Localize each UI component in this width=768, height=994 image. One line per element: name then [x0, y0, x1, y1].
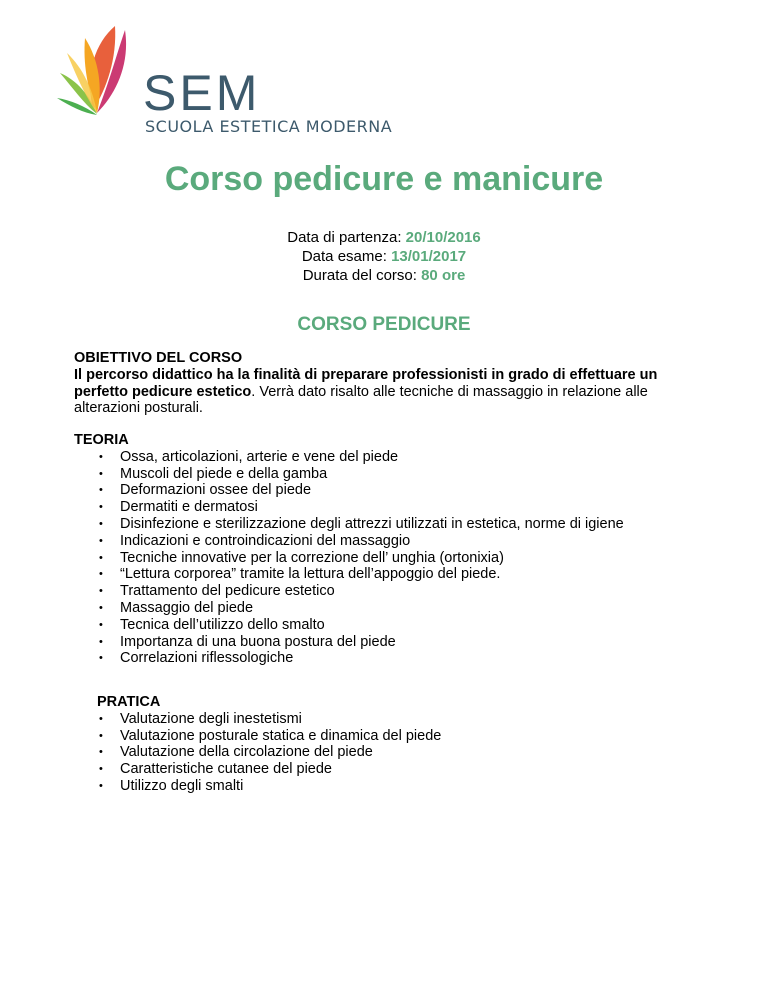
list-item	[74, 650, 694, 667]
list-item	[74, 634, 694, 651]
list-item-text: Importanza di una buona postura del piede	[120, 633, 396, 650]
list-item	[74, 566, 694, 583]
list-item-text: Disinfezione e sterilizzazione degli attrezzi utilizzati in estetica, norme di igiene	[120, 515, 624, 532]
list-item	[74, 466, 694, 483]
list-item-text: Caratteristiche cutanee del piede	[120, 761, 332, 778]
list-item	[74, 550, 694, 567]
bullet-icon: •	[99, 484, 103, 497]
pratica-list	[97, 711, 717, 795]
list-item-text: Tecnica dell’utilizzo dello smalto	[120, 616, 325, 633]
pratica-block	[97, 694, 717, 795]
bullet-icon: •	[99, 568, 103, 581]
objective-rest-text: . Verrà dato risalto alle tecniche di massaggio in relazione alle alterazioni posturali.	[74, 383, 648, 417]
bullet-icon: •	[99, 763, 103, 776]
bullet-icon: •	[99, 746, 103, 759]
list-item-text: Deformazioni ossee del piede	[120, 482, 312, 499]
bullet-icon: •	[99, 729, 103, 742]
list-item-text: Muscoli del piede e della gamba	[120, 465, 328, 482]
list-item-text: “Lettura corporea” tramite la lettura dell’appoggio del piede.	[120, 566, 501, 583]
bullet-icon: •	[99, 635, 103, 648]
bullet-icon: •	[99, 652, 103, 665]
bullet-icon: •	[99, 551, 103, 564]
teoria-block	[74, 432, 694, 667]
list-item	[74, 533, 694, 550]
start-date-label: Data di partenza:	[287, 229, 406, 246]
objective-heading: OBIETTIVO DEL CORSO	[74, 350, 243, 366]
objective-block	[74, 350, 694, 417]
duration-label: Durata del corso:	[302, 267, 422, 284]
list-item	[74, 600, 694, 617]
list-item	[97, 761, 717, 778]
list-item-text: Correlazioni riflessologiche	[120, 650, 294, 667]
bullet-icon: •	[99, 779, 103, 792]
objective-text	[74, 367, 694, 417]
list-item-text: Valutazione posturale statica e dinamica del piede	[120, 727, 442, 744]
logo	[55, 18, 393, 136]
exam-date-label: Data esame:	[301, 248, 392, 265]
list-item	[97, 778, 717, 795]
list-item	[97, 728, 717, 745]
exam-date-value: 13/01/2017	[391, 248, 467, 265]
logo-tagline: SCUOLA ESTETICA MODERNA	[145, 117, 393, 136]
section-title: CORSO PEDICURE	[297, 314, 471, 335]
list-item-text: Utilizzo degli smalti	[120, 777, 244, 794]
list-item	[74, 583, 694, 600]
course-meta	[0, 228, 768, 285]
list-item-text: Valutazione della circolazione del piede	[120, 744, 373, 761]
teoria-list	[74, 449, 694, 667]
bullet-icon: •	[99, 618, 103, 631]
teoria-heading: TEORIA	[74, 432, 129, 448]
exam-date-line	[0, 247, 768, 266]
duration-value: 80 ore	[421, 267, 466, 284]
list-item-text: Massaggio del piede	[120, 599, 254, 616]
page-title: Corso pedicure e manicure	[164, 160, 604, 198]
list-item-text: Dermatiti e dermatosi	[120, 499, 258, 516]
pratica-heading: PRATICA	[97, 694, 161, 710]
list-item	[74, 482, 694, 499]
bullet-icon: •	[99, 501, 103, 514]
duration-line	[0, 266, 768, 285]
bullet-icon: •	[99, 517, 103, 530]
bullet-icon: •	[99, 585, 103, 598]
list-item	[97, 711, 717, 728]
bullet-icon: •	[99, 467, 103, 480]
bullet-icon: •	[99, 712, 103, 725]
list-item-text: Valutazione degli inestetismi	[120, 710, 302, 727]
start-date-value: 20/10/2016	[405, 229, 481, 246]
bullet-icon: •	[99, 450, 103, 463]
logo-wordmark: SEM	[143, 65, 261, 121]
objective-bold-text: Il percorso didattico ha la finalità di preparare professionisti in grado di effettuare un perfetto pedicure estetico	[74, 366, 658, 400]
list-item	[74, 516, 694, 533]
start-date-line	[0, 228, 768, 247]
bullet-icon: •	[99, 534, 103, 547]
list-item	[74, 499, 694, 516]
bullet-icon: •	[99, 601, 103, 614]
list-item	[74, 617, 694, 634]
list-item-text: Ossa, articolazioni, arterie e vene del piede	[120, 448, 399, 465]
list-item-text: Tecniche innovative per la correzione dell’ unghia (ortonixia)	[120, 549, 504, 566]
list-item-text: Indicazioni e controindicazioni del massaggio	[120, 532, 411, 549]
list-item-text: Trattamento del pedicure estetico	[120, 583, 335, 600]
list-item	[74, 449, 694, 466]
list-item	[97, 744, 717, 761]
